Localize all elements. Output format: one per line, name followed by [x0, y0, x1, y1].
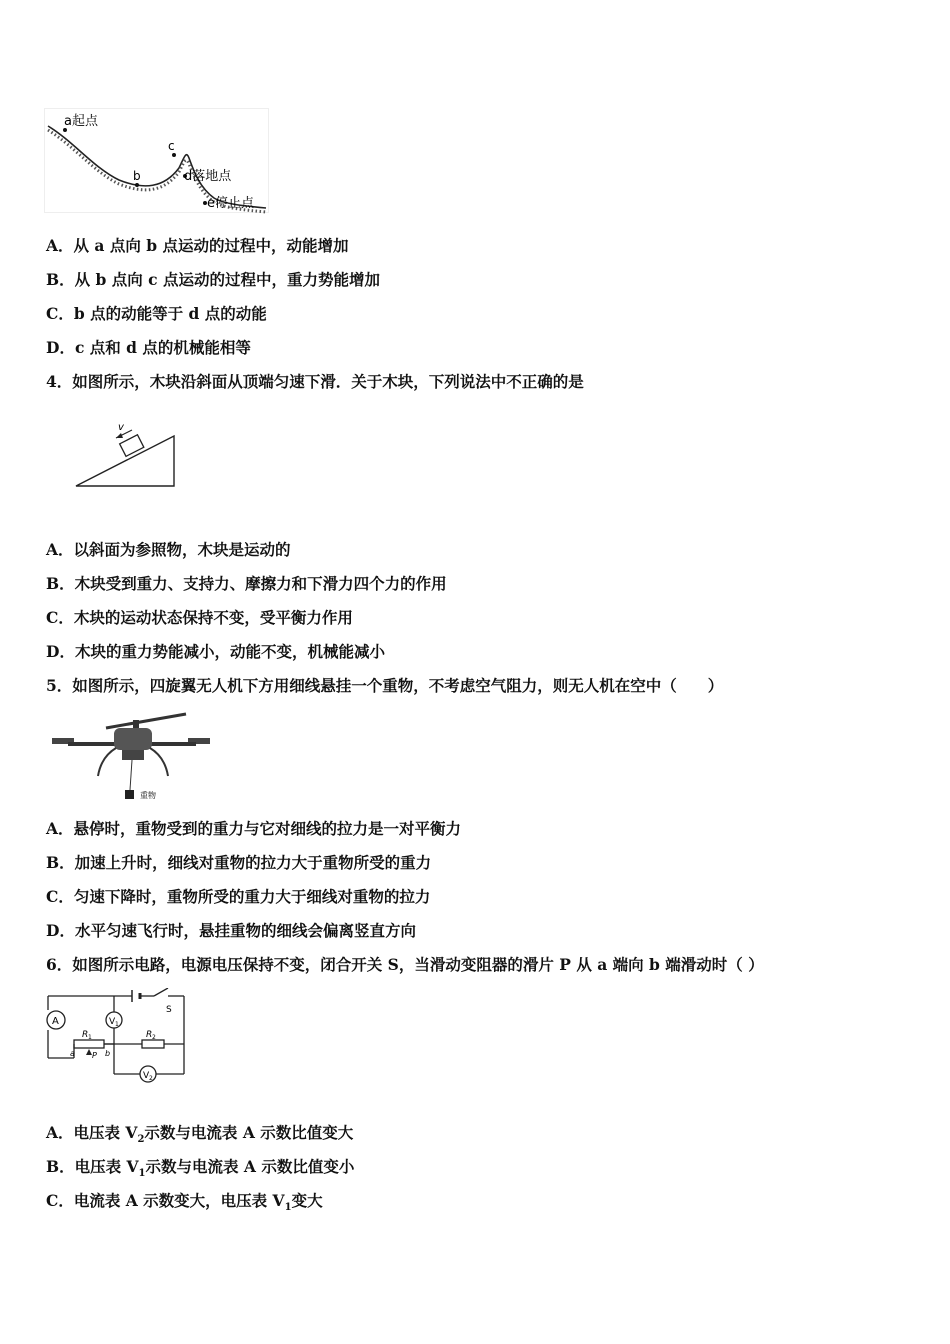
q6-stem: 6．如图所示电路，电源电压保持不变，闭合开关 S，当滑动变阻器的滑片 P 从 a 端向 b 端滑动时（ ）	[46, 955, 764, 974]
q6-option-b	[46, 1157, 354, 1184]
q4-option-b: B．木块受到重力、支持力、摩擦力和下滑力四个力的作用	[46, 574, 447, 593]
v1-label: V	[109, 1017, 116, 1027]
q6-option-b-sub: 1	[138, 1168, 146, 1180]
q6-option-c-pre: C．电流表 A 示数变大，电压表 V	[46, 1191, 285, 1210]
q5-option-d: D．水平匀速飞行时，悬挂重物的细线会偏离竖直方向	[46, 921, 416, 940]
q6-option-a-pre: A．电压表 V	[46, 1123, 138, 1142]
v2-sub: 2	[149, 1075, 153, 1082]
r1-label: R	[82, 1030, 89, 1040]
end-a-label: a	[70, 1049, 75, 1058]
q5-stem: 5．如图所示，四旋翼无人机下方用细线悬挂一个重物，不考虑空气阻力，则无人机在空中（ ）	[46, 676, 724, 695]
r2-sub: 2	[152, 1034, 156, 1041]
q4-option-a: A．以斜面为参照物，木块是运动的	[46, 540, 291, 559]
roller-coaster-figure	[44, 108, 272, 218]
q3-option-c: C．b 点的动能等于 d 点的动能	[46, 304, 267, 323]
q6-option-c	[46, 1191, 323, 1218]
end-b-label: b	[105, 1049, 111, 1058]
q6-option-b-pre: B．电压表 V	[46, 1157, 139, 1176]
drone-figure	[48, 708, 218, 804]
q3-option-a: A．从 a 点向 b 点运动的过程中，动能增加	[46, 236, 349, 255]
roller-coaster-diagram	[44, 108, 272, 218]
q6-option-a-post: 示数与电流表 A 示数比值变大	[144, 1123, 354, 1142]
ammeter-label: A	[52, 1016, 59, 1027]
q3-option-d: D．c 点和 d 点的机械能相等	[46, 338, 251, 357]
q6-option-c-sub: 1	[284, 1202, 292, 1214]
r1-sub: 1	[88, 1034, 92, 1041]
label-e-stop: e停止点	[207, 196, 254, 211]
q5-option-a: A．悬停时，重物受到的重力与它对细线的拉力是一对平衡力	[46, 819, 462, 838]
label-d-landing: d落地点	[184, 169, 232, 184]
q6-option-a	[46, 1123, 353, 1150]
q5-option-b: B．加速上升时，细线对重物的拉力大于重物所受的重力	[46, 853, 432, 872]
velocity-label: v	[118, 422, 124, 433]
q6-option-b-post: 示数与电流表 A 示数比值变小	[145, 1157, 355, 1176]
drone-diagram	[48, 708, 218, 804]
q6-option-c-post: 变大	[291, 1191, 323, 1210]
circuit-diagram	[44, 988, 194, 1088]
v1-sub: 1	[115, 1021, 119, 1028]
q4-option-d: D．木块的重力势能减小，动能不变，机械能减小	[46, 642, 385, 661]
slider-p-label: P	[92, 1051, 97, 1060]
incline-diagram	[72, 420, 182, 492]
incline-figure	[72, 420, 182, 492]
q6-option-a-sub: 2	[137, 1134, 145, 1146]
circuit-figure	[44, 988, 194, 1088]
r2-label: R	[146, 1030, 153, 1040]
label-c: c	[168, 139, 175, 153]
q4-stem: 4．如图所示，木块沿斜面从顶端匀速下滑．关于木块，下列说法中不正确的是	[46, 372, 584, 391]
v2-label: V	[143, 1071, 150, 1081]
weight-label: 重物	[140, 791, 156, 800]
label-b: b	[133, 169, 141, 183]
q3-option-b: B．从 b 点向 c 点运动的过程中，重力势能增加	[46, 270, 380, 289]
q4-option-c: C．木块的运动状态保持不变，受平衡力作用	[46, 608, 353, 627]
switch-label: S	[166, 1005, 172, 1015]
q5-option-c: C．匀速下降时，重物所受的重力大于细线对重物的拉力	[46, 887, 431, 906]
label-a-start: a起点	[64, 114, 98, 129]
